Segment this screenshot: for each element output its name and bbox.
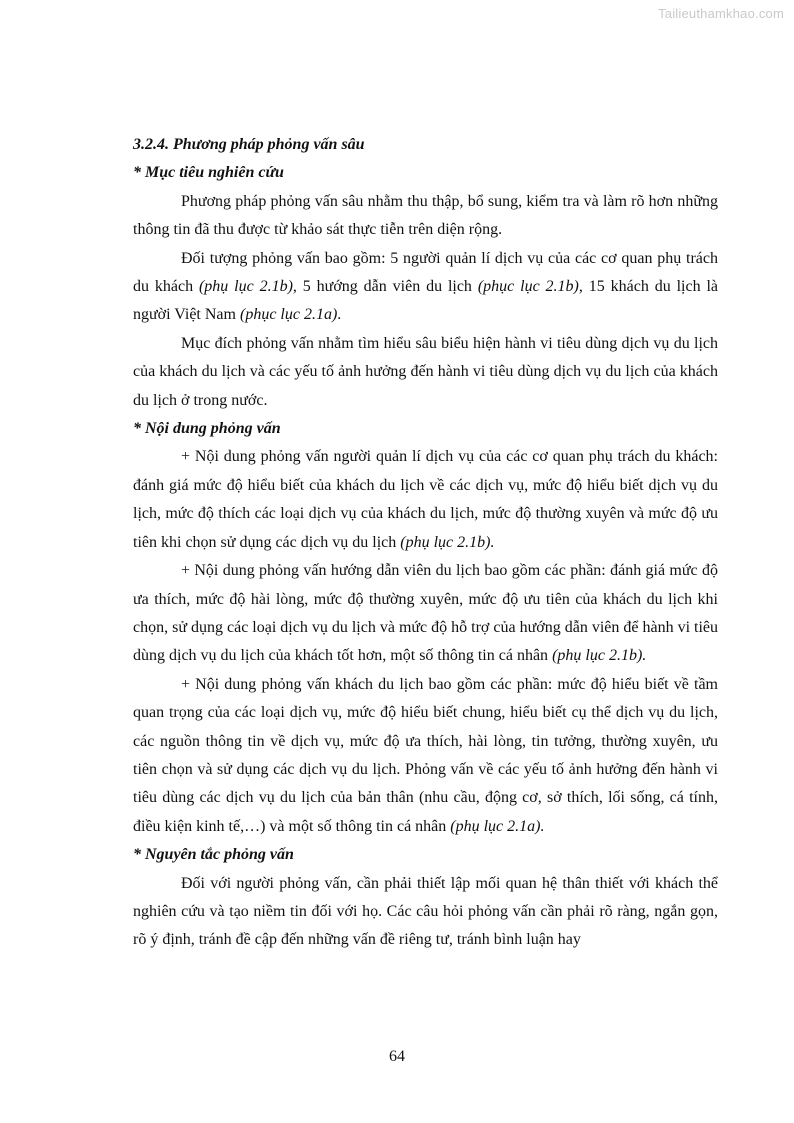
subheading-interview-content: * Nội dung phỏng vấn [133,420,281,438]
appendix-reference: (phụ lục 2.1b). [552,647,647,665]
appendix-reference: (phục lục 2.1b) [477,278,579,296]
subheading-interview-principles: * Nguyên tắc phỏng vấn [133,846,294,864]
text-run: . [337,306,342,324]
text-run: + Nội dung phỏng vấn khách du lịch bao gồm các phần: mức độ hiểu biết về tầm quan trọng của các loại dịch vụ, mức độ hiểu biết chung, hiểu biết cụ thể dịch vụ du lịch, các nguồn thông tin về dịch vụ, mức độ ưa thích, hài lòng, tin tưởng, thường xuyên, ưu tiên chọn và sử dụng các dịch vụ du lịch. Phỏng vấn về các yếu tố ảnh hưởng đến hành vi tiêu dùng các dịch vụ du lịch của bản thân (nhu cầu, động cơ, sở thích, lối sống, cá tính, điều kiện kinh tế,…) và một số thông tin cá nhân [133,675,718,835]
section-title: 3.2.4. Phương pháp phỏng vấn sâu [133,136,365,153]
text-run: Đối tượng phỏng vấn bao gồm: 5 người quản lí dịch vụ của các cơ quan phụ trách du khách [133,249,718,296]
appendix-reference: (phụ lục 2.1a). [450,817,545,835]
paragraph [133,671,718,841]
paragraph [133,557,718,671]
paragraph: Phương pháp phỏng vấn sâu nhằm thu thập, bổ sung, kiểm tra và làm rõ hơn những thông tin đã thu được từ khảo sát thực tiễn trên diện rộng. [133,192,718,239]
document-body [133,131,718,955]
paragraph: Mục đích phỏng vấn nhằm tìm hiểu sâu biểu hiện hành vi tiêu dùng dịch vụ du lịch của khách du lịch và các yếu tố ảnh hưởng đến hành vi tiêu dùng dịch vụ du lịch của khách du lịch ở trong nước. [133,334,718,409]
watermark: Tailieuthamkhao.com [658,6,784,21]
subheading-research-objectives: * Mục tiêu nghiên cứu [133,164,284,182]
text-run: + Nội dung phỏng vấn hướng dẫn viên du lịch bao gồm các phần: đánh giá mức độ ưa thích, mức độ hài lòng, mức độ thường xuyên, mức độ ưu tiên của khách du lịch khi chọn, sử dụng các loại dịch vụ du lịch và mức độ hỗ trợ của hướng dẫn viên để hành vi tiêu dùng dịch vụ du lịch của khách tốt hơn, một số thông tin cá nhân [133,562,719,665]
appendix-reference: (phụ lục 2.1b) [198,278,293,296]
text-run: , 15 khách du lịch là người Việt Nam [133,278,718,324]
appendix-reference: (phụ lục 2.1b). [400,533,495,551]
paragraph [133,443,718,557]
page-number: 64 [389,1048,405,1065]
paragraph [133,245,718,330]
paragraph: Đối với người phỏng vấn, cần phải thiết lập mối quan hệ thân thiết với khách thể nghiên cứu và tạo niềm tin đối với họ. Các câu hỏi phỏng vấn cần phải rõ ràng, ngắn gọn, rõ ý định, tránh đề cập đến những vấn đề riêng tư, tránh bình luận hay [133,874,718,949]
text-run: + Nội dung phỏng vấn người quản lí dịch vụ của các cơ quan phụ trách du khách: đánh giá mức độ hiểu biết của khách du lịch về các dịch vụ, mức độ hiểu biết dịch vụ du lịch, mức độ thích các loại dịch vụ của khách du lịch, mức độ thường xuyên và mức độ ưu tiên khi chọn sử dụng các dịch vụ du lịch [133,448,718,551]
text-run: , 5 hướng dẫn viên du lịch [292,278,478,296]
appendix-reference: (phục lục 2.1a) [239,306,338,324]
